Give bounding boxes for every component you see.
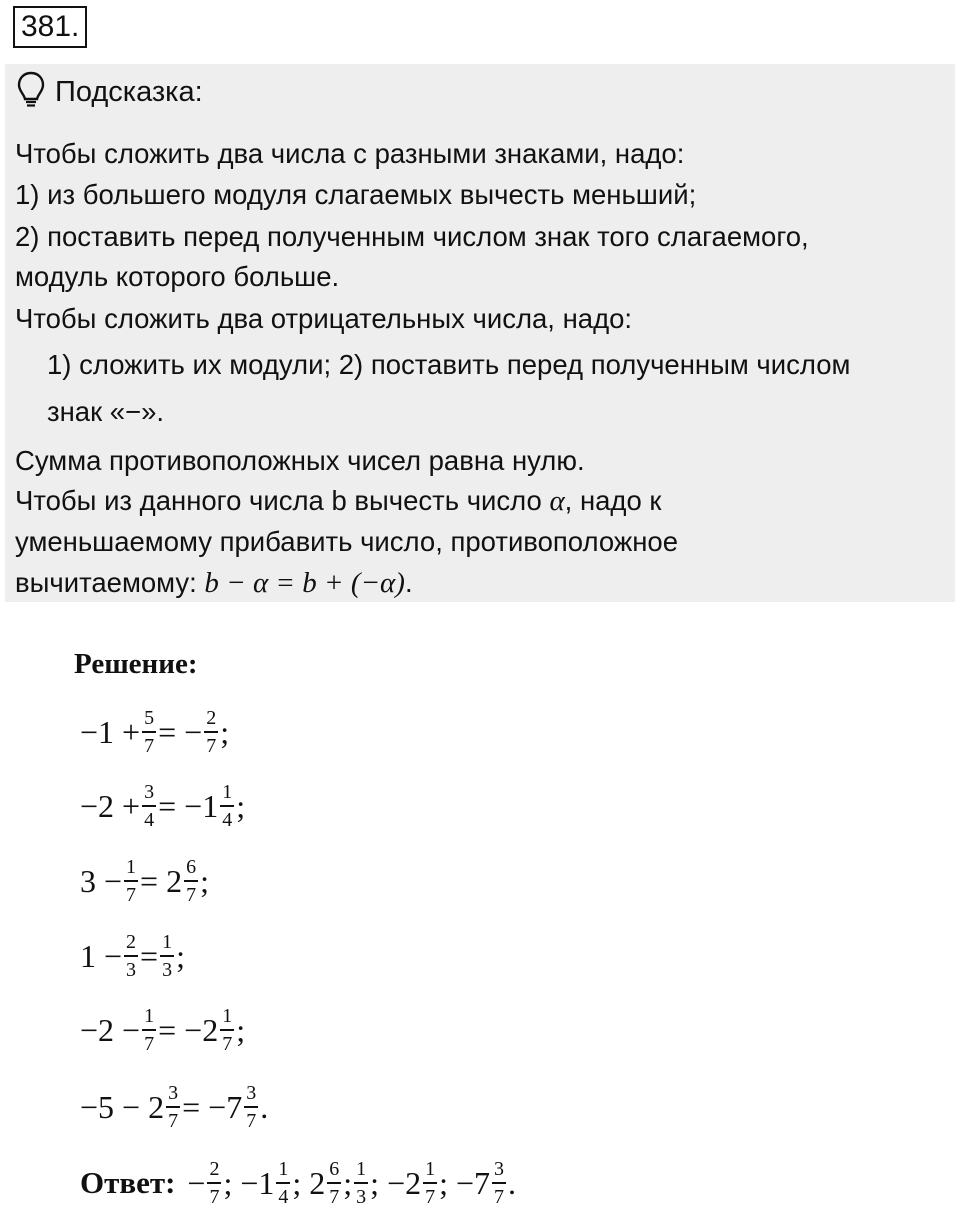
hint-line <box>15 484 661 518</box>
eq-text: 1 − <box>80 937 123 974</box>
numerator: 3 <box>168 1082 179 1105</box>
numerator: 3 <box>246 1082 257 1105</box>
hint-line: модуль которого больше. <box>15 261 340 292</box>
eq-text: ; <box>176 937 185 974</box>
fraction <box>354 1159 368 1207</box>
numerator: 2 <box>126 931 137 954</box>
answer-line <box>80 1153 516 1213</box>
hint-text: вычитаемому: <box>15 567 205 598</box>
subtraction-formula: b − α = b + (−α) <box>204 567 405 599</box>
hint-line: 2) поставить перед полученным числом знак того слагаемого, <box>15 221 809 252</box>
eq-text: . <box>260 1088 269 1125</box>
eq-text: ; <box>200 862 209 899</box>
hint-line: Сумма противоположных чисел равна нулю. <box>15 445 585 476</box>
eq-text: ; 2 <box>292 1164 326 1201</box>
fraction-bar <box>124 955 138 957</box>
numerator: 6 <box>186 856 197 879</box>
fraction <box>423 1159 437 1207</box>
numerator: 1 <box>222 1005 233 1028</box>
equation-1 <box>80 702 229 762</box>
equation-3 <box>80 851 209 911</box>
numerator: 6 <box>329 1158 340 1181</box>
eq-text: −5 − 2 <box>80 1088 165 1125</box>
fraction-bar <box>124 880 138 882</box>
denominator: 7 <box>144 1032 155 1055</box>
hint-line: 1) из большего модуля слагаемых вычесть меньший; <box>15 179 697 210</box>
denominator: 7 <box>126 883 137 906</box>
hint-text: , надо к <box>564 485 662 516</box>
numerator: 1 <box>222 781 233 804</box>
fraction-bar <box>327 1182 341 1184</box>
numerator: 1 <box>356 1158 367 1181</box>
eq-text: ; <box>220 713 230 750</box>
fraction <box>276 1159 290 1207</box>
fraction-bar <box>204 731 218 733</box>
numerator: 1 <box>278 1158 289 1181</box>
eq-text: = <box>140 937 159 974</box>
hint-header <box>17 72 203 112</box>
denominator: 7 <box>144 734 155 757</box>
equation-6 <box>80 1077 268 1137</box>
fraction <box>244 1083 258 1131</box>
fraction <box>207 1159 221 1207</box>
denominator: 7 <box>246 1109 257 1132</box>
hint-line <box>15 566 413 600</box>
hint-line: 1) сложить их модули; 2) поставить перед полученным числом <box>47 349 851 380</box>
fraction <box>142 1006 156 1054</box>
eq-text: ; <box>236 1011 246 1048</box>
fraction <box>184 857 198 905</box>
hint-title: Подсказка: <box>55 75 203 108</box>
eq-text: = − <box>158 713 203 750</box>
denominator: 3 <box>126 958 137 981</box>
fraction-bar <box>354 1182 368 1184</box>
eq-text: = −1 <box>158 787 219 824</box>
fraction-bar <box>207 1182 221 1184</box>
hint-line: знак «−». <box>47 396 165 427</box>
eq-text: ; −1 <box>223 1164 275 1201</box>
alpha-symbol: α <box>549 485 565 517</box>
fraction <box>220 782 234 830</box>
fraction-bar <box>184 880 198 882</box>
denominator: 4 <box>144 808 155 831</box>
fraction-bar <box>244 1106 258 1108</box>
fraction <box>124 932 138 980</box>
hint-text: Чтобы из данного числа b вычесть число <box>15 485 550 516</box>
denominator: 7 <box>425 1185 436 1208</box>
denominator: 7 <box>329 1185 340 1208</box>
numerator: 1 <box>126 856 137 879</box>
eq-text: . <box>508 1164 517 1201</box>
fraction-bar <box>276 1182 290 1184</box>
eq-text: −2 + <box>80 787 141 824</box>
eq-text: − <box>187 1164 206 1201</box>
hint-line: Чтобы сложить два числа с разными знаками, надо: <box>15 138 685 169</box>
equation-4 <box>80 926 185 986</box>
equation-2 <box>80 776 245 836</box>
eq-text: ; −2 <box>370 1164 422 1201</box>
denominator: 3 <box>356 1185 367 1208</box>
eq-text: = −2 <box>158 1011 219 1048</box>
fraction-bar <box>423 1182 437 1184</box>
hint-line: Чтобы сложить два отрицательных числа, надо: <box>15 303 633 334</box>
denominator: 7 <box>206 734 217 757</box>
eq-text: = −7 <box>182 1088 243 1125</box>
fraction <box>124 857 138 905</box>
fraction-bar <box>220 1029 234 1031</box>
fraction <box>492 1159 506 1207</box>
fraction-bar <box>492 1182 506 1184</box>
fraction-bar <box>160 955 174 957</box>
fraction <box>204 708 218 756</box>
hint-line: уменьшаемому прибавить число, противоположное <box>15 526 678 557</box>
eq-text: ; −7 <box>439 1164 491 1201</box>
problem-number: 381. <box>13 6 87 48</box>
denominator: 4 <box>278 1185 289 1208</box>
fraction-bar <box>142 731 156 733</box>
fraction-bar <box>166 1106 180 1108</box>
solution-title: Решение: <box>74 648 198 680</box>
denominator: 7 <box>222 1032 233 1055</box>
numerator: 5 <box>144 707 155 730</box>
fraction <box>160 932 174 980</box>
eq-text: −2 − <box>80 1011 141 1048</box>
eq-text: ; <box>236 787 246 824</box>
denominator: 4 <box>222 808 233 831</box>
equation-5 <box>80 1000 245 1060</box>
hint-box <box>5 64 955 602</box>
denominator: 7 <box>168 1109 179 1132</box>
lightbulb-icon <box>17 71 45 114</box>
answer-label: Ответ: <box>80 1165 176 1200</box>
denominator: 7 <box>186 883 197 906</box>
fraction <box>142 782 156 830</box>
numerator: 3 <box>144 781 155 804</box>
numerator: 2 <box>209 1158 220 1181</box>
numerator: 1 <box>162 931 173 954</box>
fraction <box>142 708 156 756</box>
eq-text: = 2 <box>140 862 183 899</box>
eq-text: −1 + <box>80 713 141 750</box>
fraction <box>327 1159 341 1207</box>
fraction-bar <box>142 805 156 807</box>
denominator: 3 <box>162 958 173 981</box>
numerator: 3 <box>494 1158 505 1181</box>
numerator: 1 <box>144 1005 155 1028</box>
numerator: 2 <box>206 707 217 730</box>
fraction-bar <box>142 1029 156 1031</box>
fraction-bar <box>220 805 234 807</box>
hint-text: . <box>404 567 413 598</box>
fraction <box>166 1083 180 1131</box>
denominator: 7 <box>494 1185 505 1208</box>
fraction <box>220 1006 234 1054</box>
eq-text: 3 − <box>80 862 123 899</box>
denominator: 7 <box>209 1185 220 1208</box>
numerator: 1 <box>425 1158 436 1181</box>
eq-text: ; <box>343 1164 353 1201</box>
